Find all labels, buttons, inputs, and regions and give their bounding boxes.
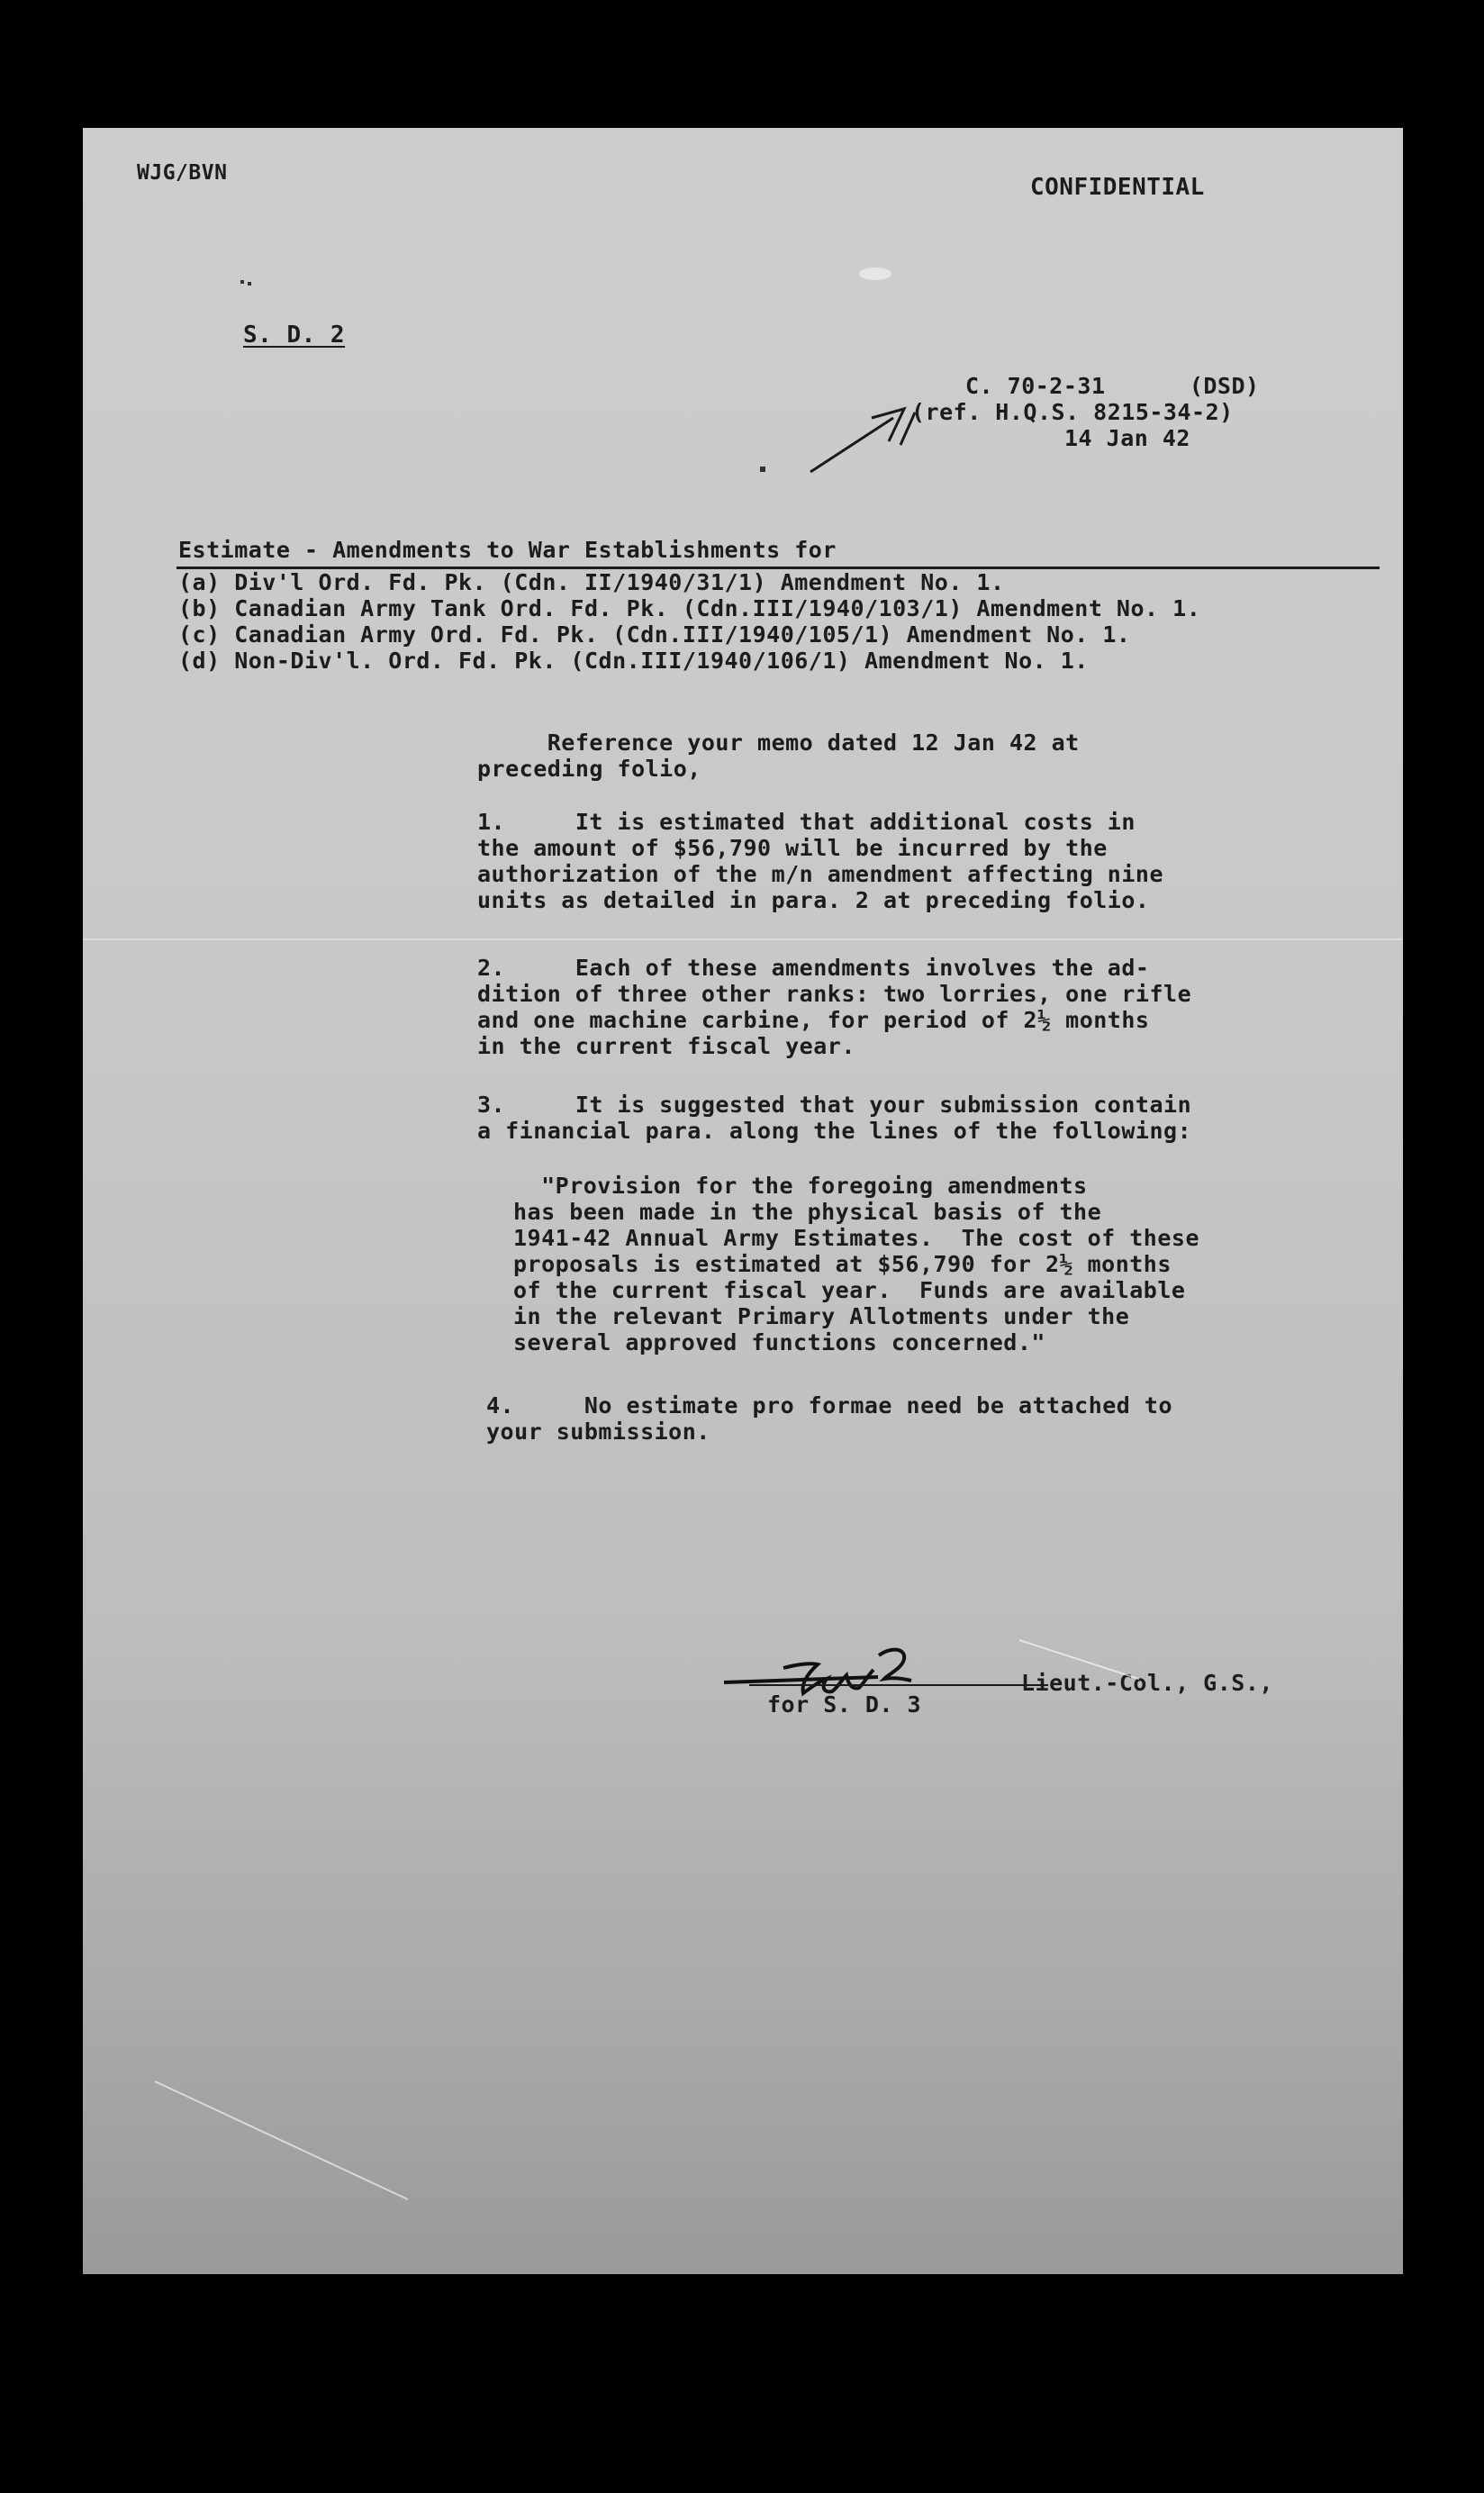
arrow-mark-icon xyxy=(803,398,920,479)
text-line: dition of three other ranks: two lorries, one rifle xyxy=(477,981,1192,1007)
text-line: and one machine carbine, for period of 2½ months xyxy=(477,1007,1150,1033)
reference-number: (ref. H.Q.S. 8215-34-2) xyxy=(911,399,1234,425)
file-reference: C. 70-2-31 (DSD) xyxy=(965,373,1260,399)
text-line: units as detailed in para. 2 at preceding folio. xyxy=(477,887,1150,913)
text-line: Reference your memo dated 12 Jan 42 at xyxy=(477,730,1080,756)
subject-heading: Estimate - Amendments to War Establishments for xyxy=(178,537,837,563)
signatory-rank: Lieut.-Col., G.S., xyxy=(1021,1670,1273,1696)
memo-page xyxy=(83,128,1403,2274)
memo-date: 14 Jan 42 xyxy=(1064,425,1190,451)
signature-line xyxy=(749,1684,1048,1686)
paragraph-1 xyxy=(477,809,1378,913)
text-line: "Provision for the foregoing amendments xyxy=(513,1173,1088,1199)
text-line: preceding folio, xyxy=(477,756,701,782)
text-line: has been made in the physical basis of the xyxy=(513,1199,1102,1225)
scratch-mark xyxy=(155,2081,409,2200)
text-line: 2. Each of these amendments involves the ad- xyxy=(477,955,1150,981)
paragraph-3 xyxy=(477,1092,1378,1144)
text-line: a financial para. along the lines of the following: xyxy=(477,1118,1192,1144)
text-line: several approved functions concerned." xyxy=(513,1329,1045,1355)
stray-dot xyxy=(760,467,765,472)
text-line: in the current fiscal year. xyxy=(477,1033,855,1059)
text-line: your submission. xyxy=(486,1419,710,1445)
subject-item-d: (d) Non-Div'l. Ord. Fd. Pk. (Cdn.III/1940/106/1) Amendment No. 1. xyxy=(178,648,1089,674)
signature-for-line: for S. D. 3 xyxy=(767,1691,922,1718)
stray-mark xyxy=(240,272,253,277)
text-line: 4. No estimate pro formae need be attached to xyxy=(486,1392,1173,1419)
reference-paragraph xyxy=(477,730,1378,782)
paragraph-2 xyxy=(477,955,1378,1059)
paragraph-4 xyxy=(486,1392,1387,1445)
quoted-financial-paragraph xyxy=(513,1173,1403,1355)
subject-item-c: (c) Canadian Army Ord. Fd. Pk. (Cdn.III/1940/105/1) Amendment No. 1. xyxy=(178,621,1131,648)
text-line: 1941-42 Annual Army Estimates. The cost of these xyxy=(513,1225,1200,1251)
typist-initials: WJG/BVN xyxy=(137,161,228,185)
text-line: in the relevant Primary Allotments under the xyxy=(513,1303,1130,1329)
subject-item-b: (b) Canadian Army Tank Ord. Fd. Pk. (Cdn.III/1940/103/1) Amendment No. 1. xyxy=(178,595,1201,621)
text-line: of the current fiscal year. Funds are available xyxy=(513,1277,1186,1303)
classification-marking: CONFIDENTIAL xyxy=(1030,174,1205,201)
text-line: 3. It is suggested that your submission contain xyxy=(477,1092,1192,1118)
text-line: the amount of $56,790 will be incurred by the xyxy=(477,835,1108,861)
text-line: proposals is estimated at $56,790 for 2½ months xyxy=(513,1251,1172,1277)
white-blotch xyxy=(857,265,893,283)
text-line: 1. It is estimated that additional costs in xyxy=(477,809,1136,835)
text-line: authorization of the m/n amendment affecting nine xyxy=(477,861,1164,887)
addressee: S. D. 2 xyxy=(243,322,346,349)
subject-item-a: (a) Div'l Ord. Fd. Pk. (Cdn. II/1940/31/1) Amendment No. 1. xyxy=(178,569,1005,595)
